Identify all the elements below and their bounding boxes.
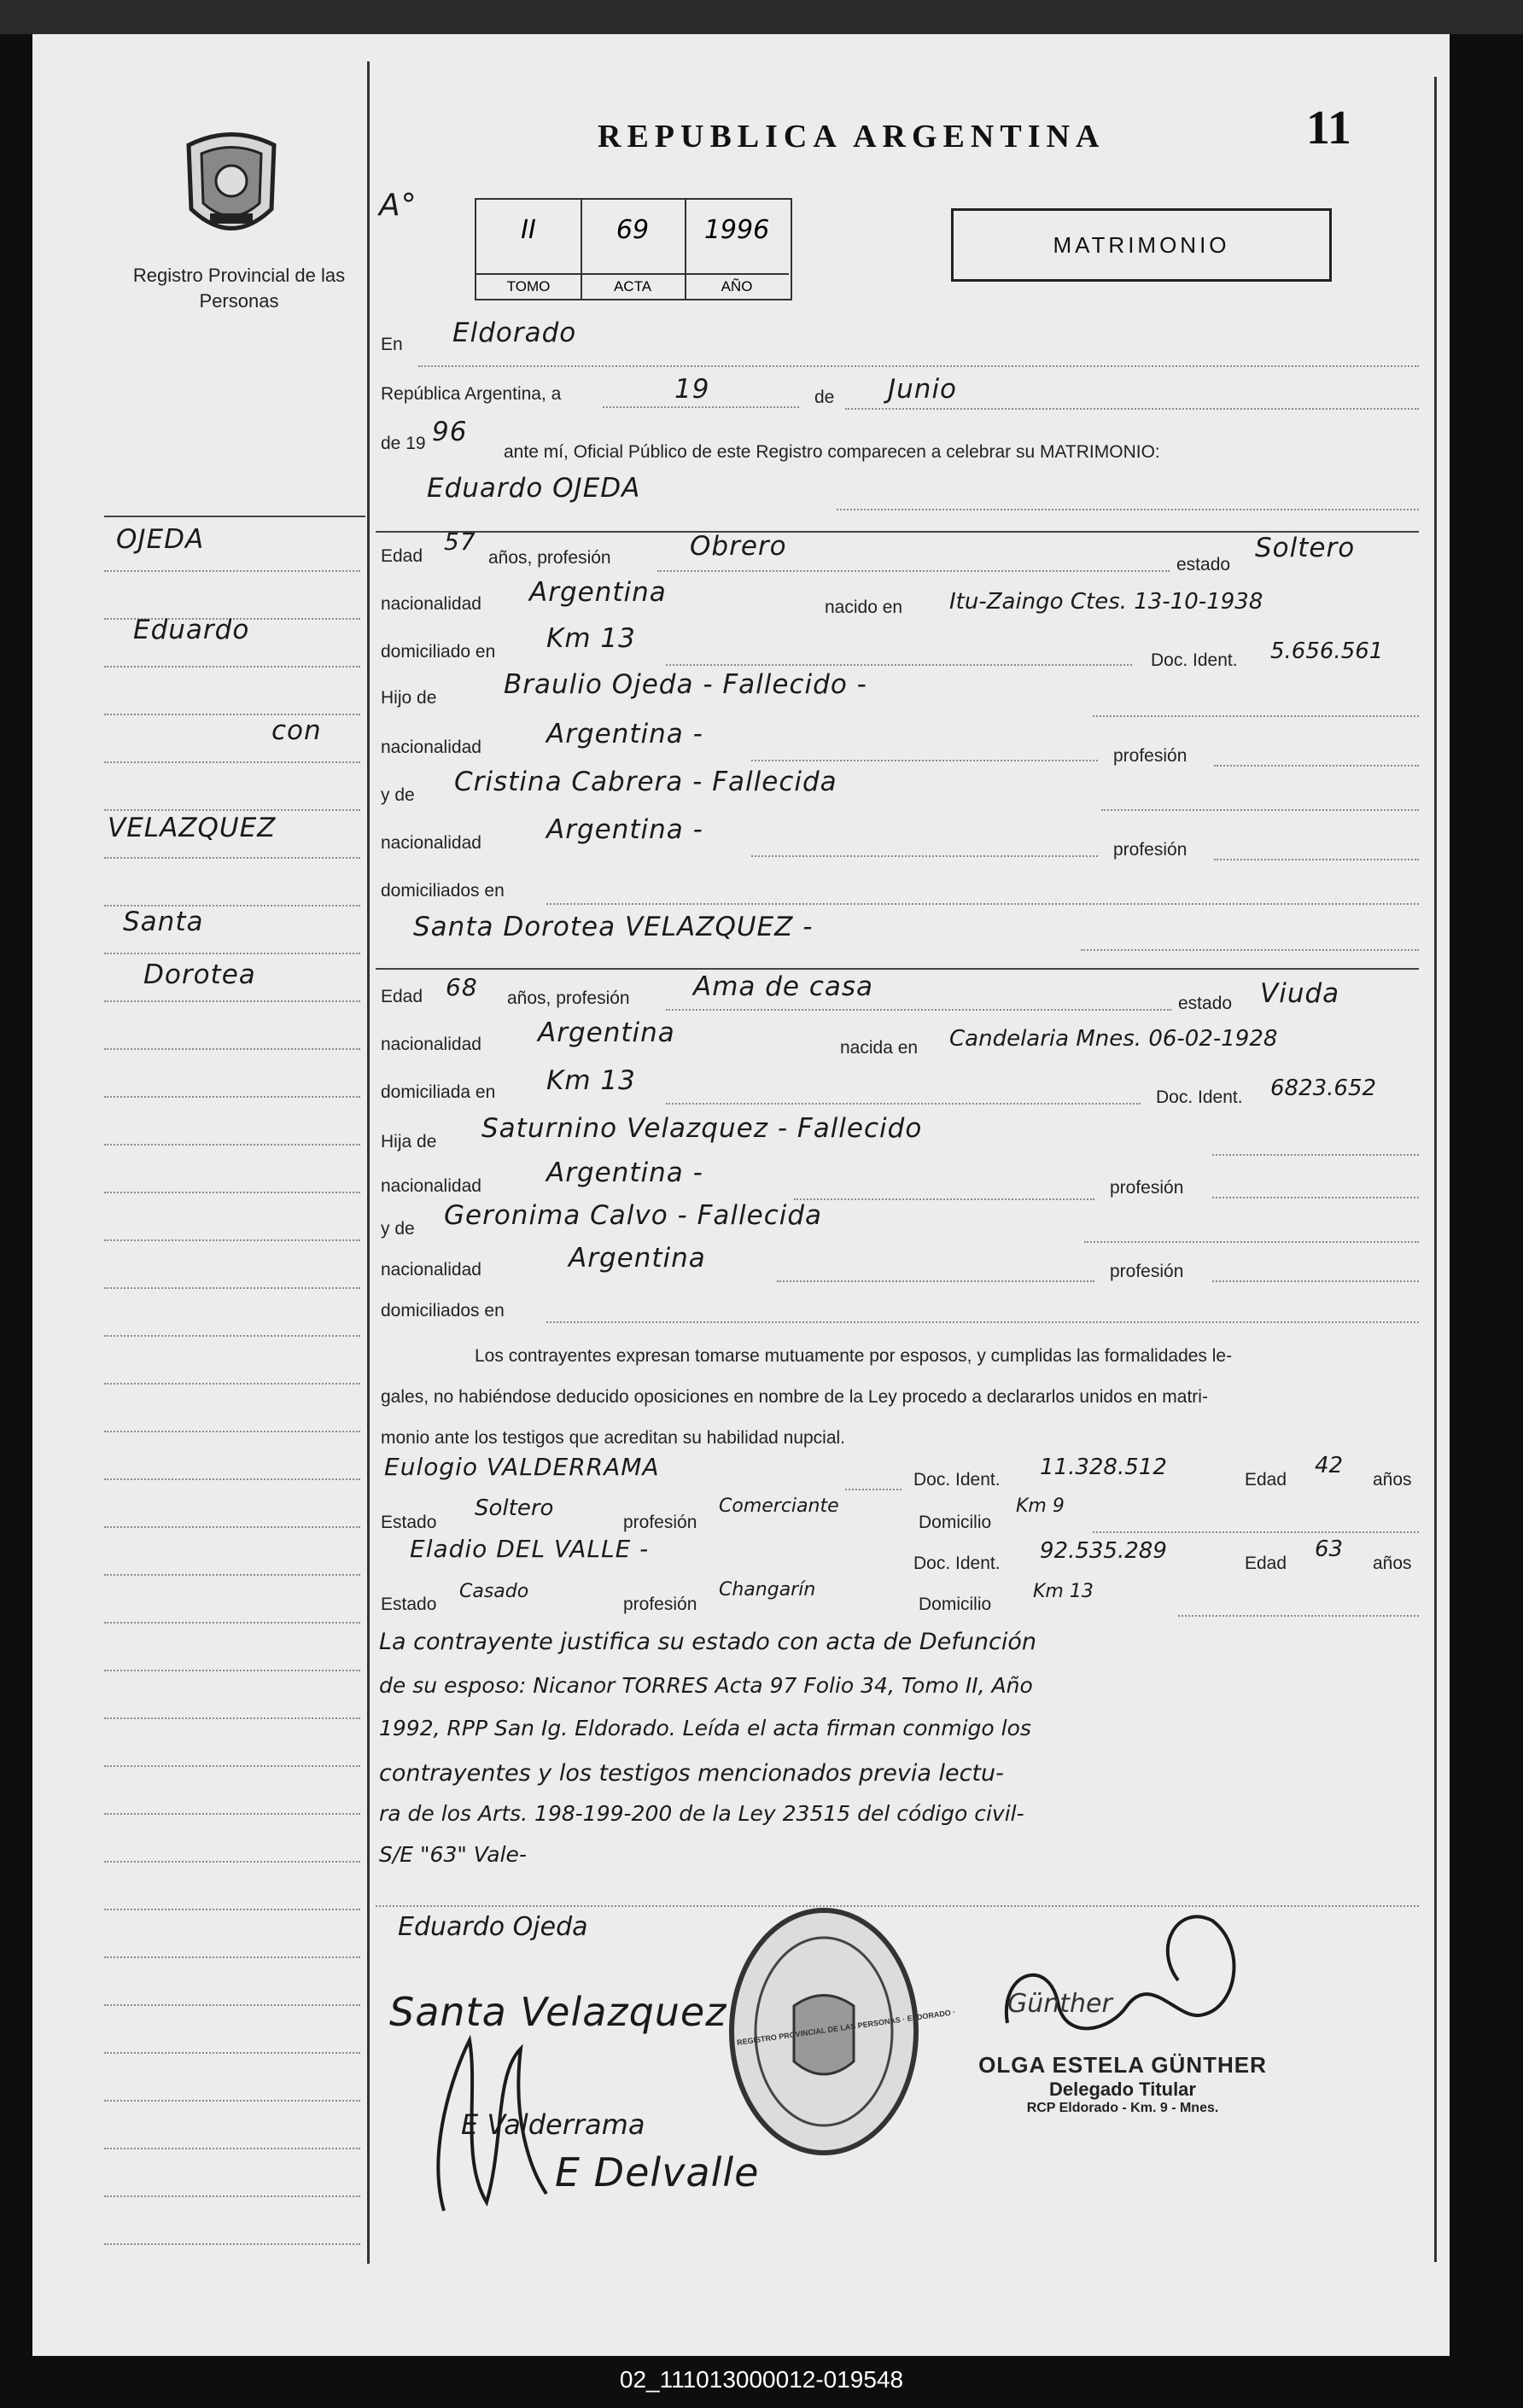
notes-line-4: contrayentes y los testigos mencionados previa lectu-: [379, 1760, 1004, 1787]
dotted-line: [1081, 949, 1419, 951]
bride-occupation: Ama de casa: [693, 971, 874, 1002]
margin-dotted-line: [104, 1861, 360, 1863]
place: Eldorado: [452, 318, 577, 348]
profesion-label: años, profesión: [507, 988, 630, 1008]
record-box: [475, 198, 792, 300]
dotted-line: [837, 509, 1419, 510]
dotted-line: [1093, 715, 1419, 717]
witness1-domicile: Km 9: [1016, 1496, 1065, 1517]
dotted-line: [666, 664, 1132, 666]
bride-domicile: Km 13: [546, 1065, 636, 1096]
margin-dotted-line: [104, 1478, 360, 1480]
ano-value: 1996: [703, 215, 770, 245]
witness2-age: 63: [1315, 1536, 1344, 1562]
tomo-label: TOMO: [476, 273, 581, 299]
edad-label: Edad: [1245, 1554, 1287, 1573]
edad-label: Edad: [1245, 1470, 1287, 1490]
margin-connector: con: [271, 715, 322, 746]
dotted-line: [1212, 1154, 1419, 1156]
estado-label: Estado: [381, 1595, 437, 1614]
margin-surname2: VELAZQUEZ: [108, 813, 277, 843]
dotted-line: [1212, 1197, 1419, 1198]
hijo-label: Hijo de: [381, 688, 437, 708]
nacionalidad-label: nacionalidad: [381, 1260, 481, 1280]
doc-label: Doc. Ident.: [1151, 650, 1238, 670]
margin-dotted-line: [104, 1956, 360, 1958]
official-place: RCP Eldorado - Km. 9 - Mnes.: [1026, 2101, 1219, 2115]
dotted-line: [603, 406, 799, 408]
nacionalidad-label: nacionalidad: [381, 1176, 481, 1196]
domiciliados-label: domiciliados en: [381, 1301, 505, 1321]
bride-doc: 6823.652: [1270, 1076, 1377, 1101]
profesion-label: profesión: [1113, 746, 1187, 766]
witness2-civil-status: Casado: [459, 1581, 529, 1602]
certificate-type: MATRIMONIO: [951, 208, 1332, 282]
margin-name1: Eduardo: [133, 615, 250, 645]
bride-age: 68: [446, 973, 478, 1001]
bride-nationality: Argentina: [538, 1017, 675, 1048]
dotted-line: [1212, 1280, 1419, 1282]
profesion-label: profesión: [623, 1595, 697, 1614]
signature-witness1: E Valderrama: [461, 2108, 645, 2141]
margin-dotted-line: [104, 1335, 360, 1337]
dotted-line: [418, 365, 1419, 367]
estado-label: Estado: [381, 1513, 437, 1532]
nacionalidad-label: nacionalidad: [381, 738, 481, 757]
groom-father-nationality: Argentina -: [546, 719, 703, 749]
dotted-line: [546, 903, 1419, 905]
declaration-line-3: monio ante los testigos que acreditan su habilidad nupcial.: [381, 1428, 846, 1448]
nacionalidad-label: nacionalidad: [381, 594, 481, 614]
margin-dotted-line: [104, 2243, 360, 2245]
intro-statement: ante mí, Oficial Público de este Registro comparecen a celebrar su MATRIMONIO:: [504, 442, 1160, 462]
country-title: REPUBLICA ARGENTINA: [598, 119, 1106, 155]
margin-dotted-line: [104, 1144, 360, 1146]
nacida-label: nacida en: [840, 1038, 919, 1058]
y-de-label: y de: [381, 785, 415, 805]
margin-dotted-line: [104, 2195, 360, 2197]
margin-dotted-line: [104, 1909, 360, 1910]
signature-bride: Santa Velazquez: [389, 1989, 727, 2035]
margin-dotted-line: [104, 2148, 360, 2149]
margin-rule: [104, 516, 365, 517]
official-block: [965, 2052, 1281, 2116]
right-border: [1434, 77, 1437, 2262]
signature-witness2: E Delvalle: [555, 2149, 760, 2195]
groom-occupation: Obrero: [690, 531, 787, 562]
doc-label: Doc. Ident.: [913, 1554, 1001, 1573]
profesion-label: profesión: [1113, 840, 1187, 860]
ano-label: AÑO: [685, 273, 789, 299]
provincial-seal-icon: [176, 128, 287, 243]
groom-mother-nationality: Argentina -: [546, 814, 703, 845]
witness2-doc: 92.535.289: [1040, 1538, 1167, 1564]
bride-father: Saturnino Velazquez - Fallecido: [481, 1113, 923, 1144]
witness1-occupation: Comerciante: [719, 1496, 839, 1517]
edad-label: Edad: [381, 987, 423, 1006]
scan-caption: 02_111013000012-019548: [619, 2366, 904, 2393]
witness1-age: 42: [1315, 1453, 1344, 1478]
bride-father-nationality: Argentina -: [546, 1157, 703, 1188]
margin-dotted-line: [104, 1622, 360, 1624]
estado-label: estado: [1178, 994, 1233, 1013]
witness1-civil-status: Soltero: [475, 1496, 554, 1521]
dotted-line: [1214, 765, 1419, 767]
profesion-label: profesión: [1110, 1262, 1184, 1281]
official-name: OLGA ESTELA GÜNTHER: [978, 2052, 1267, 2078]
bride-mother-nationality: Argentina: [569, 1243, 706, 1274]
margin-dotted-line: [104, 2100, 360, 2102]
margin-dotted-line: [104, 1526, 360, 1528]
margin-dotted-line: [104, 1717, 360, 1719]
section-marker: A°: [379, 188, 417, 223]
dotted-line: [1178, 1615, 1419, 1617]
notes-line-5: ra de los Arts. 198-199-200 de la Ley 23515 del código civil-: [379, 1801, 1024, 1826]
margin-dotted-line: [104, 570, 360, 572]
witness2-occupation: Changarín: [719, 1579, 816, 1600]
year-suffix: 96: [432, 417, 468, 447]
scan-top-edge: [0, 0, 1523, 34]
nacionalidad-label: nacionalidad: [381, 833, 481, 853]
groom-father: Braulio Ojeda - Fallecido -: [504, 669, 867, 700]
bride-full-name: Santa Dorotea VELAZQUEZ -: [413, 912, 814, 942]
doc-label: Doc. Ident.: [913, 1470, 1001, 1490]
margin-dotted-line: [104, 1383, 360, 1385]
dotted-line: [657, 570, 1170, 572]
day: 19: [674, 374, 710, 405]
official-signature-scribble-icon: [982, 1895, 1272, 2066]
margin-dotted-line: [104, 1670, 360, 1671]
margin-dotted-line: [104, 2052, 360, 2054]
y-de-label: y de: [381, 1219, 415, 1239]
estado-label: estado: [1176, 555, 1231, 574]
margin-dotted-line: [104, 666, 360, 668]
witness1-name: Eulogio VALDERRAMA: [384, 1453, 660, 1481]
dotted-line: [845, 1489, 902, 1490]
margin-dotted-line: [104, 1000, 360, 1002]
official-signature: Günther: [1007, 1989, 1112, 2019]
bride-civil-status: Viuda: [1260, 978, 1340, 1009]
official-title: Delegado Titular: [1049, 2079, 1196, 2100]
hija-label: Hija de: [381, 1132, 437, 1152]
dotted-line: [751, 855, 1098, 857]
acta-value: 69: [616, 215, 650, 245]
margin-dotted-line: [104, 1287, 360, 1289]
profesion-label: profesión: [623, 1513, 697, 1532]
anos-label: años: [1373, 1470, 1412, 1490]
groom-domicile: Km 13: [546, 623, 636, 654]
dotted-line: [546, 1321, 1419, 1323]
margin-dotted-line: [104, 1048, 360, 1050]
margin-dotted-line: [104, 809, 360, 811]
witness1-doc: 11.328.512: [1040, 1455, 1167, 1480]
bride-mother: Geronima Calvo - Fallecida: [444, 1200, 823, 1231]
profesion-label: profesión: [1110, 1178, 1184, 1198]
stamp-text: REGISTRO PROVINCIAL DE LAS PERSONAS · ELDORADO ·: [736, 2008, 956, 2047]
page-number: 11: [1306, 102, 1351, 155]
groom-nationality: Argentina: [529, 577, 667, 608]
domicilio-label: Domicilio: [919, 1595, 992, 1614]
margin-dotted-line: [104, 953, 360, 954]
groom-mother: Cristina Cabrera - Fallecida: [454, 767, 837, 797]
domiciliados-label: domiciliados en: [381, 881, 505, 901]
bride-birth: Candelaria Mnes. 06-02-1928: [949, 1026, 1278, 1052]
margin-dotted-line: [104, 1574, 360, 1576]
declaration-line-2: gales, no habiéndose deducido oposiciones en nombre de la Ley procedo a declararlos unidos en matri-: [381, 1387, 1208, 1407]
margin-name2a: Santa: [123, 907, 204, 937]
notes-line-3: 1992, RPP San Ig. Eldorado. Leída el acta firman conmigo los: [379, 1716, 1031, 1740]
signature-groom: Eduardo Ojeda: [398, 1912, 588, 1942]
tomo-value: II: [521, 215, 536, 245]
groom-age: 57: [444, 528, 476, 556]
acta-label: ACTA: [581, 273, 685, 299]
margin-dotted-line: [104, 1765, 360, 1767]
margin-dotted-line: [104, 1192, 360, 1193]
section-rule: [376, 968, 1419, 970]
dotted-line: [794, 1198, 1094, 1200]
dotted-line: [1101, 809, 1419, 811]
domicilio-label: Domicilio: [919, 1513, 992, 1532]
dotted-line: [1084, 1241, 1419, 1243]
groom-doc: 5.656.561: [1270, 638, 1384, 664]
margin-dotted-line: [104, 2004, 360, 2006]
notes-line-1: La contrayente justifica su estado con acta de Defunción: [379, 1629, 1036, 1655]
de-label: de: [814, 388, 835, 407]
anos-label: años: [1373, 1554, 1412, 1573]
margin-dotted-line: [104, 857, 360, 859]
year-prefix: de 19: [381, 434, 426, 453]
witness2-domicile: Km 13: [1033, 1581, 1094, 1602]
margin-lines: [104, 546, 360, 2262]
margin-dotted-line: [104, 761, 360, 763]
declaration-line-1: Los contrayentes expresan tomarse mutuamente por esposos, y cumplidas las formalidades le-: [475, 1346, 1233, 1366]
dotted-line: [666, 1009, 1171, 1011]
margin-dotted-line: [104, 1813, 360, 1815]
witness2-name: Eladio DEL VALLE -: [410, 1535, 650, 1563]
margin-dotted-line: [104, 1431, 360, 1432]
margin-divider: [367, 61, 370, 2264]
dotted-line: [751, 760, 1098, 761]
margin-surname1: OJEDA: [116, 524, 205, 555]
edad-label: Edad: [381, 546, 423, 566]
margin-name2b: Dorotea: [143, 959, 256, 990]
groom-full-name: Eduardo OJEDA: [427, 473, 641, 504]
dotted-line: [777, 1280, 1094, 1282]
month: Junio: [888, 374, 958, 405]
dotted-line: [845, 408, 1419, 410]
dotted-line: [1093, 1531, 1419, 1533]
groom-birth: Itu-Zaingo Ctes. 13-10-1938: [949, 589, 1263, 615]
notes-line-2: de su esposo: Nicanor TORRES Acta 97 Folio 34, Tomo II, Año: [379, 1673, 1033, 1698]
domiciliado-label: domiciliado en: [381, 642, 496, 662]
nacido-label: nacido en: [825, 598, 903, 617]
profesion-label: años, profesión: [488, 548, 611, 568]
dotted-line: [1214, 859, 1419, 860]
margin-dotted-line: [104, 1096, 360, 1098]
margin-dotted-line: [104, 714, 360, 715]
domiciliada-label: domiciliada en: [381, 1082, 496, 1102]
groom-civil-status: Soltero: [1255, 533, 1356, 563]
notes-line-6: S/E "63" Vale-: [379, 1842, 527, 1867]
nacionalidad-label: nacionalidad: [381, 1035, 481, 1054]
dotted-line: [666, 1103, 1141, 1105]
en-label: En: [381, 335, 403, 354]
margin-dotted-line: [104, 1239, 360, 1241]
registry-name: Registro Provincial de las Personas: [132, 265, 346, 312]
republica-label: República Argentina, a: [381, 384, 562, 404]
doc-label: Doc. Ident.: [1156, 1087, 1243, 1107]
